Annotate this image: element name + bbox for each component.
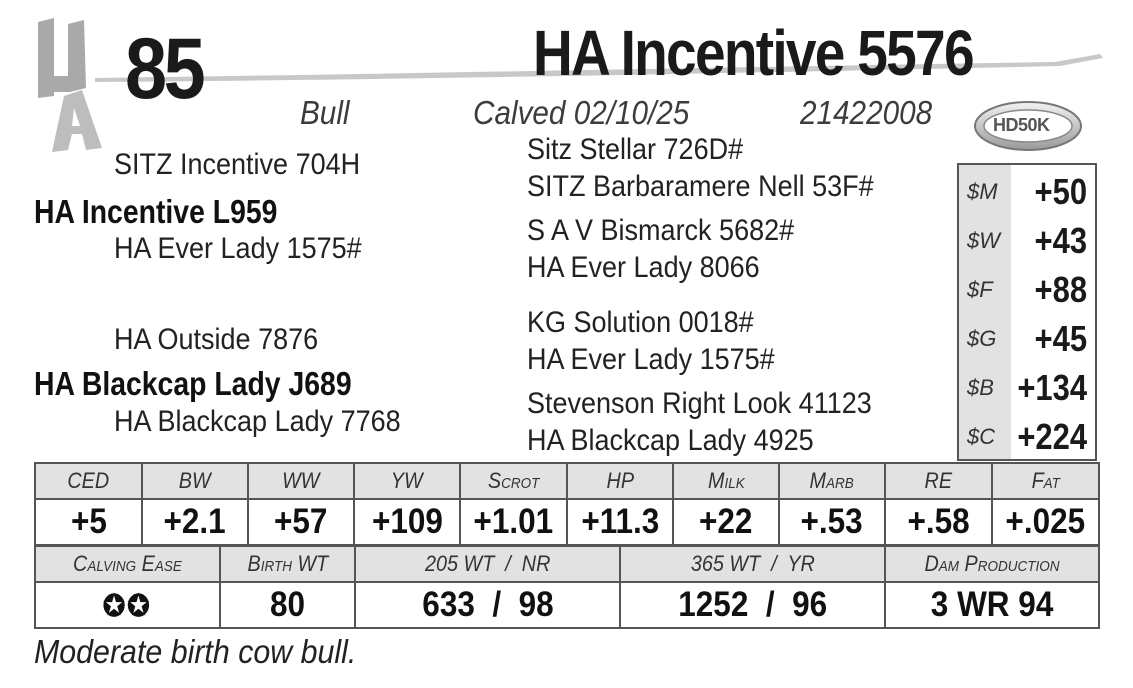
index-value: +43 bbox=[1034, 220, 1087, 261]
ha-logo bbox=[34, 18, 104, 153]
dam-sire: HA Outside 7876 bbox=[114, 323, 319, 356]
epd-value: +11.3 bbox=[567, 499, 673, 545]
epd-value: +109 bbox=[354, 499, 460, 545]
epd-value: +.58 bbox=[885, 499, 992, 545]
index-label: $C bbox=[967, 424, 996, 449]
epd-header: Marb bbox=[779, 463, 885, 499]
dam-production: 3 WR 94 bbox=[885, 582, 1099, 628]
index-value: +134 bbox=[1017, 367, 1087, 408]
epd-header: HP bbox=[567, 463, 673, 499]
index-row-b bbox=[959, 363, 1095, 412]
epd-value: +22 bbox=[673, 499, 779, 545]
index-label: $B bbox=[967, 375, 994, 400]
sire: HA Incentive L959 bbox=[34, 193, 278, 230]
index-label: $M bbox=[967, 179, 998, 204]
epd-header: BW bbox=[142, 463, 248, 499]
sire-dam: HA Ever Lady 1575# bbox=[114, 232, 362, 265]
index-row-c bbox=[959, 412, 1095, 461]
great-grandparent-4: HA Ever Lady 8066 bbox=[527, 251, 760, 284]
sire-sire: SITZ Incentive 704H bbox=[114, 148, 361, 181]
perf-header: Dam Production bbox=[885, 546, 1099, 582]
animal-name: HA Incentive 5576 bbox=[533, 17, 973, 89]
weaning-weight: 633 / 98 bbox=[355, 582, 620, 628]
index-row-g bbox=[959, 314, 1095, 363]
lot-number: 85 bbox=[125, 21, 203, 117]
great-grandparent-7: Stevenson Right Look 41123 bbox=[527, 387, 872, 420]
index-value: +45 bbox=[1034, 318, 1087, 359]
epd-header: Fat bbox=[992, 463, 1099, 499]
calved-date: Calved 02/10/25 bbox=[473, 94, 690, 131]
index-label: $G bbox=[967, 326, 997, 351]
perf-header: Birth WT bbox=[220, 546, 355, 582]
comment: Moderate birth cow bull. bbox=[34, 633, 357, 670]
performance-header-row bbox=[35, 546, 1099, 582]
index-label: $W bbox=[967, 228, 1000, 253]
epd-header: WW bbox=[248, 463, 354, 499]
index-row-m bbox=[959, 167, 1095, 216]
index-value: +224 bbox=[1017, 416, 1087, 457]
performance-value-row bbox=[35, 582, 1099, 628]
epd-value: +57 bbox=[248, 499, 354, 545]
perf-header: 365 WT / YR bbox=[620, 546, 885, 582]
index-box bbox=[957, 163, 1097, 461]
great-grandparent-1: Sitz Stellar 726D# bbox=[527, 133, 744, 166]
performance-table bbox=[34, 545, 1100, 629]
index-row-w bbox=[959, 216, 1095, 265]
badge-text: HD50K bbox=[993, 115, 1050, 135]
epd-header: RE bbox=[885, 463, 992, 499]
yearling-weight: 1252 / 96 bbox=[620, 582, 885, 628]
sex-label: Bull bbox=[300, 94, 350, 131]
great-grandparent-3: S A V Bismarck 5682# bbox=[527, 214, 795, 247]
epd-header: Scrot bbox=[460, 463, 567, 499]
index-label: $F bbox=[967, 277, 993, 302]
index-row-f bbox=[959, 265, 1095, 314]
dam: HA Blackcap Lady J689 bbox=[34, 365, 352, 402]
epd-value: +2.1 bbox=[142, 499, 248, 545]
great-grandparent-2: SITZ Barbaramere Nell 53F# bbox=[527, 170, 874, 203]
epd-value: +.025 bbox=[992, 499, 1099, 545]
epd-value: +1.01 bbox=[460, 499, 567, 545]
great-grandparent-5: KG Solution 0018# bbox=[527, 306, 754, 339]
index-value: +50 bbox=[1034, 171, 1087, 212]
epd-value-row bbox=[35, 499, 1099, 545]
epd-value: +5 bbox=[35, 499, 142, 545]
great-grandparent-6: HA Ever Lady 1575# bbox=[527, 343, 775, 376]
index-value: +88 bbox=[1034, 269, 1087, 310]
calving-ease-stars: ✪✪ bbox=[35, 582, 220, 628]
perf-header: 205 WT / NR bbox=[355, 546, 620, 582]
epd-header: YW bbox=[354, 463, 460, 499]
epd-header: CED bbox=[35, 463, 142, 499]
epd-header-row bbox=[35, 463, 1099, 499]
epd-table bbox=[34, 462, 1100, 546]
registration-number: 21422008 bbox=[800, 94, 933, 131]
epd-value: +.53 bbox=[779, 499, 885, 545]
perf-header: Calving Ease bbox=[35, 546, 220, 582]
birth-weight: 80 bbox=[220, 582, 355, 628]
great-grandparent-8: HA Blackcap Lady 4925 bbox=[527, 424, 814, 457]
dam-dam: HA Blackcap Lady 7768 bbox=[114, 405, 401, 438]
epd-header: Milk bbox=[673, 463, 779, 499]
